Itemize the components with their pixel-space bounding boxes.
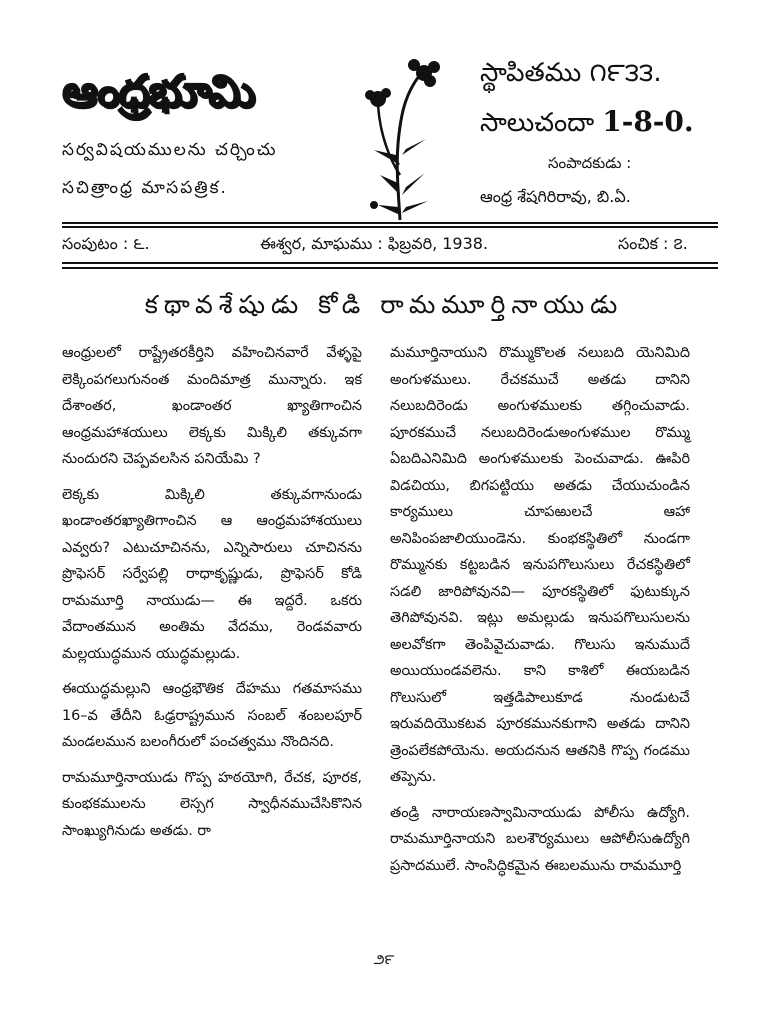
masthead	[0, 0, 768, 225]
tagline-line-1: సర్వవిషయములను చర్చించు	[62, 140, 278, 160]
header-divider-bottom	[62, 262, 718, 264]
newspaper-logo: ఆంధ్రభూమి	[62, 66, 255, 117]
tagline-line-2: సచిత్రాంధ్ర మాసపత్రిక.	[62, 178, 228, 198]
article-paragraph: రామమూర్తినాయుడు గొప్ప హఠయోగి, రేచక, పూరక, కుంభకములను లెస్సగ స్వాధీనముచేసికొనిన సాంఖ్యుగినుడు అతడు. రా	[62, 769, 362, 839]
subscription-price	[480, 105, 694, 144]
price-value: 1-8-0.	[602, 105, 694, 138]
article-column-left	[62, 340, 362, 853]
issue-info-row	[62, 234, 718, 256]
article-title: కథావశేషుడు కోడి రామమూర్తినాయుడు	[144, 290, 624, 319]
article-paragraph: తండ్రి నారాయణస్వామినాయుడు పోలీసు ఉద్యోగి. రామమూర్తినాయని బలశౌర్యములు ఆపోలీసుఉద్యోగి ప్రసాదములే. సాంసిద్ధికమైన ఈబలమును రామమూర్తి	[390, 804, 690, 874]
editor-label: సంపాదకుడు :	[548, 154, 632, 172]
editor-name: ఆంధ్ర శేషగిరిరావు, బి.ఏ.	[480, 187, 631, 206]
volume-number: సంపుటం : ౬.	[62, 234, 150, 253]
header-divider-top	[62, 222, 718, 224]
flower-illustration	[360, 55, 450, 225]
page-number: ౨౯	[373, 952, 395, 968]
article-paragraph: లెక్కకు మిక్కిలి తక్కువగానుండు ఖండాంతరఖ్యాతిగాంచిన ఆ ఆంధ్రమహాశయులు ఎవ్వరు? ఎటుచూచినను, ఎన్నిసారులు చూచినను ప్రొఫెసర్ సర్వేపల్లి రాధాకృష్ణుడు, ప్రొఫెసర్ కోడి రామమూర్తి నాయుడు— ఈ ఇద్దరే. ఒకరు వేదాంతమున అంతిమ వేదము, రెండవవారు మల్లయుద్ధమున యుద్ధమల్లుడు.	[62, 486, 362, 662]
founded-year: స్థాపితము ౧౯౩౩.	[480, 58, 662, 88]
article-paragraph: ఈయుద్ధమల్లుని ఆంధ్రభౌతిక దేహము గతమాసము 16–వ తేదీని ఓఢ్రరాష్ట్రమున సంబల్ శంబలపూర్ మండలమున బలంగీరులో పంచత్వము నొందినది.	[62, 681, 362, 750]
issue-number: సంచిక : ౭.	[618, 234, 688, 253]
article-column-right	[390, 340, 690, 888]
article-paragraph: మమూర్తినాయుని రొమ్ముకొలత నలుబది యెనిమిది అంగుళములు. రేచకముచే అతడు దానిని నలుబదిరెండు అంగుళములకు తగ్గించువాడు. పూరకముచే నలుబదిరెండుఅంగుళముల రొమ్ము ఏబదిఎనిమిది అంగుళములకు పెంచువాడు. ఊపిరి విడచియు, బిగపట్టియు అతడు చేయుచుండిన కార్యములు చూపఱులచే ఆహా అనిపింపజాలియుండెను. కుంభకస్థితిలో నుండగా రొమ్మునకు కట్టబడిన ఇనుపగొలుసులు రేచకస్థితిలో సడలి జారిపోవునవి— పూరకస్థితిలో ఫుటుక్కున తెగిపోవునవి. ఇట్లు అమల్లుడు ఇనుపగొలుసులను అలవోకగా తెంపివైచువాడు. గొలుసు ఇనుముదే అయియుండవలెను. కాని కాశిలో ఈయబడిన గొలుసులో ఇత్తడిపాలుకూడ నుండుటచే ఇరువదియొకటవ పూరకమునకుగాని అతడు దానిని త్రెంపలేకపోయెను. అయదనున ఆతనికి గొప్ప గండము తప్పెను.	[390, 345, 690, 785]
article-paragraph: ఆంధ్రులలో రాష్ట్రేతరకీర్తిని వహించినవారే వేళ్ళపై లెక్కింపగలుగునంత మందిమాత్ర మున్నారు. ఇక దేశాంతర, ఖండాంతర ఖ్యాతిగాంచిన ఆంధ్రమహాశయులు లెక్కకు మిక్కిలి తక్కువగా నుందురని చెప్పవలసిన పనియేమి ?	[62, 345, 362, 467]
price-label: సాలుచందా	[480, 108, 595, 138]
header-divider-top-2	[62, 226, 718, 228]
header-divider-bottom-2	[62, 267, 718, 269]
issue-date: ఈశ్వర, మాఘము : ఫిబ్రవరి, 1938.	[260, 234, 489, 253]
